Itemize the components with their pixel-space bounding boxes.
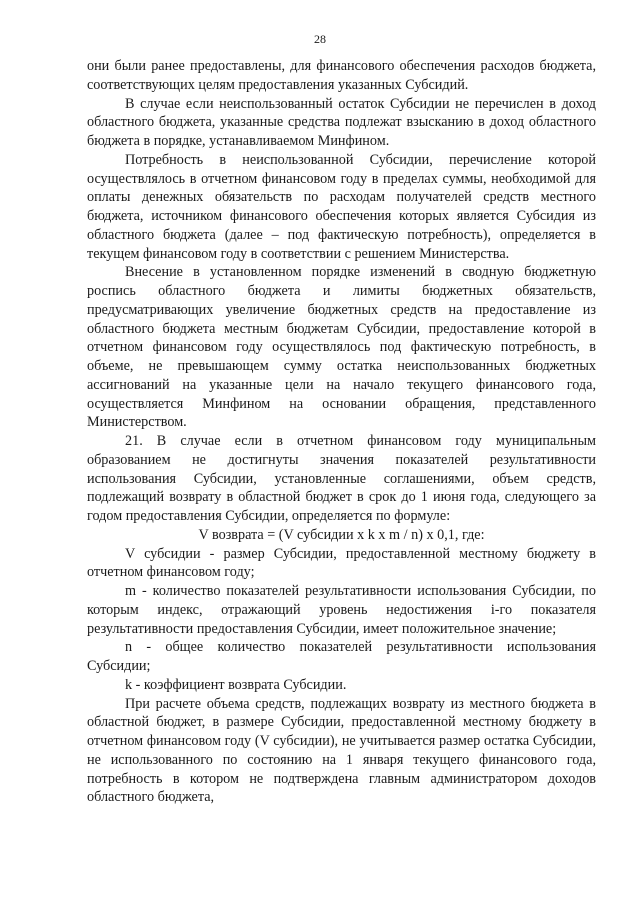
paragraph-continuation: они были ранее предоставлены, для финансового обеспечения расходов бюджета, соответствующих целям предоставления указанных Субсидий. xyxy=(87,58,596,93)
definition-m: m - количество показателей результативности использования Субсидии, по которым индекс, отражающий уровень недостижения i-го показателя результативности предоставления Субсидии, имеет положительное значение; xyxy=(87,583,596,637)
page-number: 28 xyxy=(314,32,326,46)
definition-v-subsidy: V субсидии - размер Субсидии, предоставленной местному бюджету в отчетном финансовом году; xyxy=(87,545,596,581)
document-body xyxy=(87,57,596,807)
refund-formula: V возврата = (V субсидии x k x m / n) x 0,1, где: xyxy=(198,526,485,543)
definition-k: k - коэффициент возврата Субсидии. xyxy=(125,676,347,693)
paragraph-calculation-note: При расчете объема средств, подлежащих возврату из местного бюджета в областной бюджет, в размере Субсидии, предоставленной местному бюджету в отчетном финансовом году (V субсидии), не учитывается размер остатка Субсидии, не использованного по состоянию на 1 января текущего финансового года, потребность в котором не подтверждена главным администратором доходов областного бюджета, xyxy=(87,695,596,806)
paragraph-clause-21: 21. В случае если в отчетном финансовом году муниципальным образованием не достигнуты значения показателей результативности использования Субсидии, установленные соглашениями, объем средств, подлежащий возврату в областной бюджет в срок до 1 июня года, следующего за годом предоставления Субсидии, определяется по формуле: xyxy=(87,433,596,524)
paragraph-unspent-balance: В случае если неиспользованный остаток Субсидии не перечислен в доход областного бюджета, указанные средства подлежат взысканию в доход областного бюджета в порядке, устанавливаемом Минфином. xyxy=(87,95,596,149)
paragraph-budget-changes: Внесение в установленном порядке изменений в сводную бюджетную роспись областного бюджета и лимиты бюджетных обязательств, предусматривающих увеличение бюджетных средств на предоставление из областного бюджета местным бюджетам Субсидии, предоставление которой в отчетном финансовом году осуществлялось под фактическую потребность, в объеме, не превышающем сумму остатка неиспользованных бюджетных ассигнований на указанные цели на начало текущего финансового года, осуществляется Минфином на основании обращения, представленного Министерством. xyxy=(87,264,596,431)
definition-n: n - общее количество показателей результативности использования Субсидии; xyxy=(87,639,596,674)
paragraph-actual-need: Потребность в неиспользованной Субсидии, перечисление которой осуществлялось в отчетном финансовом году в пределах суммы, необходимой для оплаты денежных обязательств по расходам получателей средств местного бюджета, источником финансового обеспечения которых является Субсидия из областного бюджета (далее – под фактическую потребность), определяется в текущем финансовом году в соответствии с решением Министерства. xyxy=(87,151,596,262)
